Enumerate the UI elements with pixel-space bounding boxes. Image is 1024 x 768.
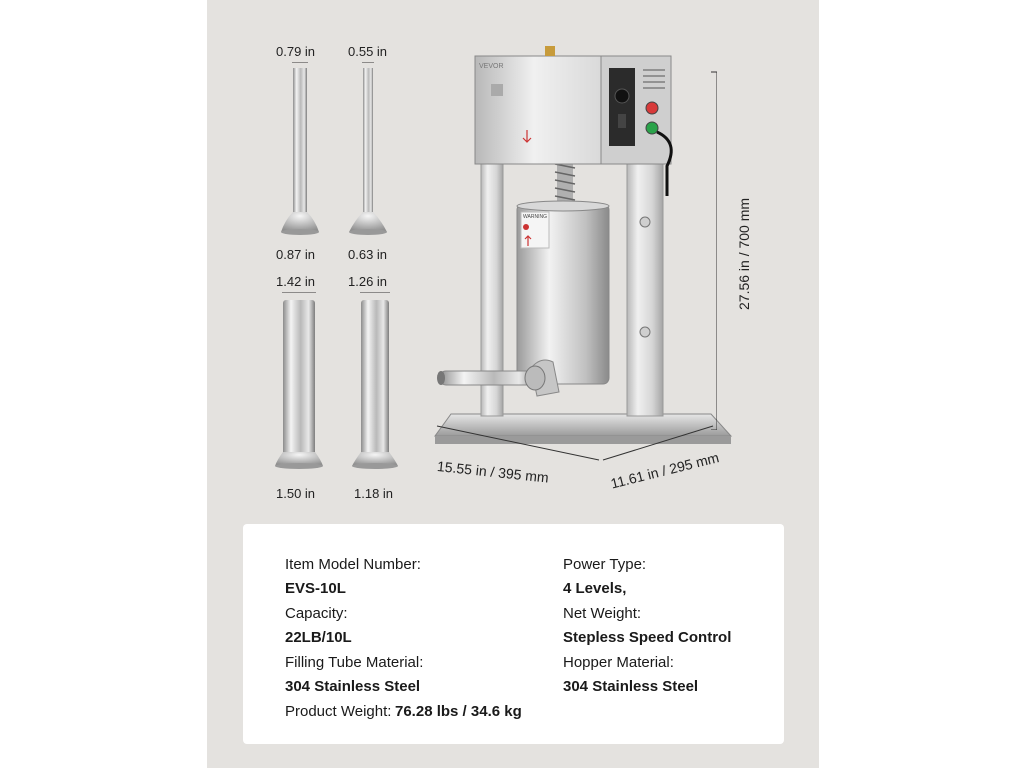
net-weight-label: Net Weight: <box>563 605 642 622</box>
filling-tube-2 <box>343 62 393 242</box>
brand-logo: VEVOR <box>479 63 504 70</box>
width-label: 15.55 in / 395 mm <box>436 458 550 486</box>
filling-tube-1 <box>275 62 325 242</box>
filling-tube-material-value: 304 Stainless Steel <box>285 678 421 695</box>
hopper-material-label: Hopper Material: <box>563 654 674 671</box>
height-label: 27.56 in / 700 mm <box>736 197 752 310</box>
tube-3-top-label: 1.42 in <box>276 274 316 289</box>
tube-4-top-label: 1.26 in <box>348 274 388 289</box>
specifications-card <box>243 524 784 744</box>
tube-1-top-label: 0.79 in <box>276 44 316 59</box>
tube-3-bottom-label: 1.50 in <box>276 486 316 501</box>
product-weight-label: Product Weight: <box>285 703 392 720</box>
hopper-material-value: 304 Stainless Steel <box>563 678 699 695</box>
power-type-label: Power Type: <box>563 556 647 573</box>
capacity-label: Capacity: <box>285 605 348 622</box>
tube-2-top-label: 0.55 in <box>348 44 388 59</box>
model-number-label: Item Model Number: <box>285 556 421 573</box>
filling-tube-4 <box>347 292 403 474</box>
product-weight-value: 76.28 lbs / 34.6 kg <box>395 703 522 720</box>
tube-4-bottom-label: 1.18 in <box>354 486 394 501</box>
filling-tube-material-label: Filling Tube Material: <box>285 654 424 671</box>
height-dimension-line <box>647 60 717 430</box>
warning-label: WARNING <box>523 214 547 220</box>
net-weight-value: Stepless Speed Control <box>563 629 732 646</box>
product-panel <box>207 0 819 768</box>
power-type-value: 4 Levels, <box>563 580 627 597</box>
tube-1-bottom-label: 0.87 in <box>276 247 316 262</box>
depth-label: 11.61 in / 295 mm <box>609 449 721 492</box>
capacity-value: 22LB/10L <box>285 629 352 646</box>
tube-2-bottom-label: 0.63 in <box>348 247 388 262</box>
filling-tube-3 <box>271 292 327 474</box>
model-number-value: EVS-10L <box>285 580 346 597</box>
